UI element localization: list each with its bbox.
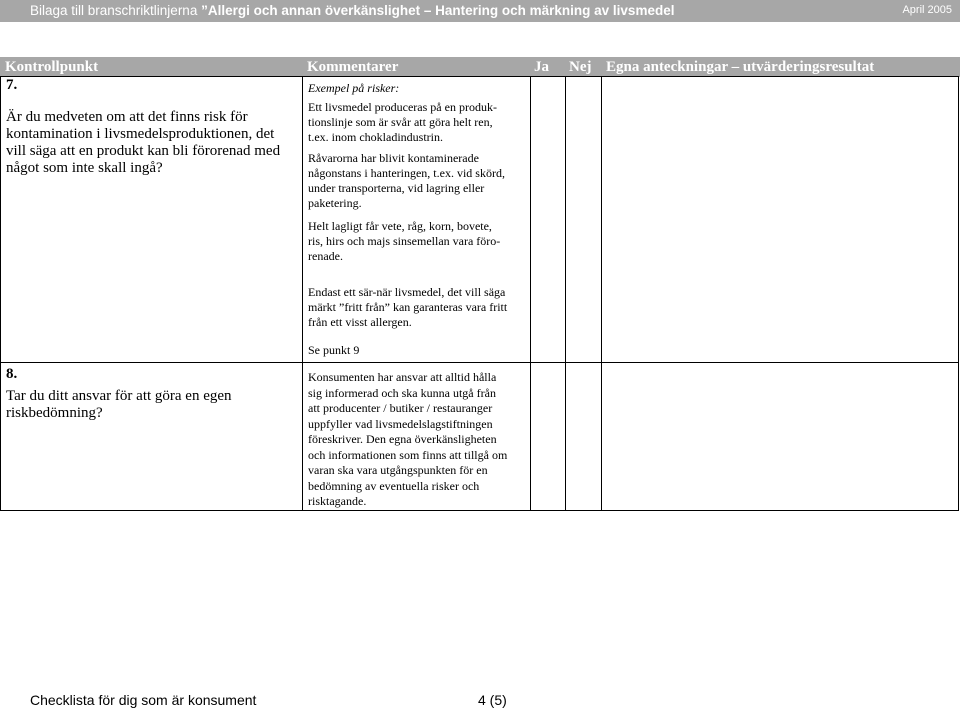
row-7-comment-block-5 xyxy=(308,343,359,358)
col-kommentarer: Kommentarer xyxy=(307,59,399,75)
comment-line: ris, hirs och majs sinsemellan vara föro- xyxy=(308,234,501,248)
table-header-row xyxy=(0,57,960,77)
comment-line: under transporterna, vid lagring eller xyxy=(308,181,485,195)
header-title: Bilaga till branschriktlinjerna ”Allergi och annan överkänslighet – Hantering och märkning av livsmedel xyxy=(30,3,675,18)
footer-title: Checklista för dig som är konsument xyxy=(30,692,257,708)
comment-line: renade. xyxy=(308,249,343,263)
question-line: riskbedömning? xyxy=(6,405,103,421)
col-ja: Ja xyxy=(534,59,549,75)
comment-line: Ett livsmedel produceras på en produk- xyxy=(308,100,497,114)
grid-vline xyxy=(302,76,303,511)
comment-line: att producenter / butiker / restauranger xyxy=(308,401,493,415)
col-anteckningar: Egna anteckningar – utvärderingsresultat xyxy=(606,59,875,75)
row-8-comment xyxy=(308,370,507,510)
question-line: kontamination i livsmedelsproduktionen, det xyxy=(6,126,275,142)
question-line: Är du medveten om att det finns risk för xyxy=(6,109,248,125)
question-line: något som inte skall ingå? xyxy=(6,160,163,176)
question-line: vill säga att en produkt kan bli förorenad med xyxy=(6,143,281,159)
row-7-comment-block-1 xyxy=(308,100,497,145)
row-7-comment-heading: Exempel på risker: xyxy=(308,81,400,95)
grid-hline xyxy=(0,362,959,363)
comment-line: någonstans i hanteringen, t.ex. vid skörd, xyxy=(308,166,505,180)
grid-hline xyxy=(0,76,959,77)
header-title-bold: Allergi och annan överkänslighet – Hantering och märkning av livsmedel xyxy=(207,3,675,18)
question-line: Tar du ditt ansvar för att göra en egen xyxy=(6,388,232,404)
grid-vline xyxy=(958,76,959,511)
page-number: 4 (5) xyxy=(478,692,507,708)
comment-line: t.ex. inom chokladindustrin. xyxy=(308,130,443,144)
comment-line: Helt lagligt får vete, råg, korn, bovete, xyxy=(308,219,492,233)
grid-vline xyxy=(0,76,1,511)
comment-line: paketering. xyxy=(308,196,362,210)
row-7-comment-block-2 xyxy=(308,151,505,211)
grid-vline xyxy=(601,76,602,511)
comment-line: risktagande. xyxy=(308,494,367,508)
row-7-comment-block-4 xyxy=(308,285,507,330)
comment-line: och informationen som finns att tillgå om xyxy=(308,447,508,462)
header-prefix: Bilaga till branschriktlinjerna xyxy=(30,3,202,18)
comment-line: bedömning av eventuella risker och xyxy=(308,478,480,493)
grid-vline xyxy=(565,76,566,511)
document-header xyxy=(0,0,960,22)
comment-line: från ett visst allergen. xyxy=(308,315,412,329)
col-kontrollpunkt: Kontrollpunkt xyxy=(5,59,99,75)
comment-line: sig informerad och ska kunna utgå från xyxy=(308,385,496,400)
row-7-question xyxy=(6,109,280,177)
row-8-number: 8. xyxy=(6,366,18,382)
comment-line: Konsumenten har ansvar att alltid hålla xyxy=(308,370,497,384)
row-8-question xyxy=(6,388,232,422)
comment-line: föreskriver. Den egna överkänsligheten xyxy=(308,432,497,446)
grid-vline xyxy=(530,76,531,511)
comment-line: varan ska vara utgångspunkten för en xyxy=(308,463,488,477)
row-7-comment-block-3 xyxy=(308,219,500,264)
header-date: April 2005 xyxy=(902,4,952,16)
col-nej: Nej xyxy=(569,59,592,75)
comment-line: tionslinje som är svår att göra helt ren, xyxy=(308,115,493,129)
checklist-table xyxy=(0,55,960,511)
comment-line: Se punkt 9 xyxy=(308,343,360,357)
comment-line: Endast ett sär-när livsmedel, det vill säga xyxy=(308,285,506,299)
comment-line: uppfyller vad livsmedelslagstiftningen xyxy=(308,416,493,431)
comment-line: märkt ”fritt från” kan garanteras vara fritt xyxy=(308,300,508,314)
grid-hline xyxy=(0,510,959,511)
row-7-number: 7. xyxy=(6,77,18,93)
comment-line: Råvarorna har blivit kontaminerade xyxy=(308,151,479,165)
